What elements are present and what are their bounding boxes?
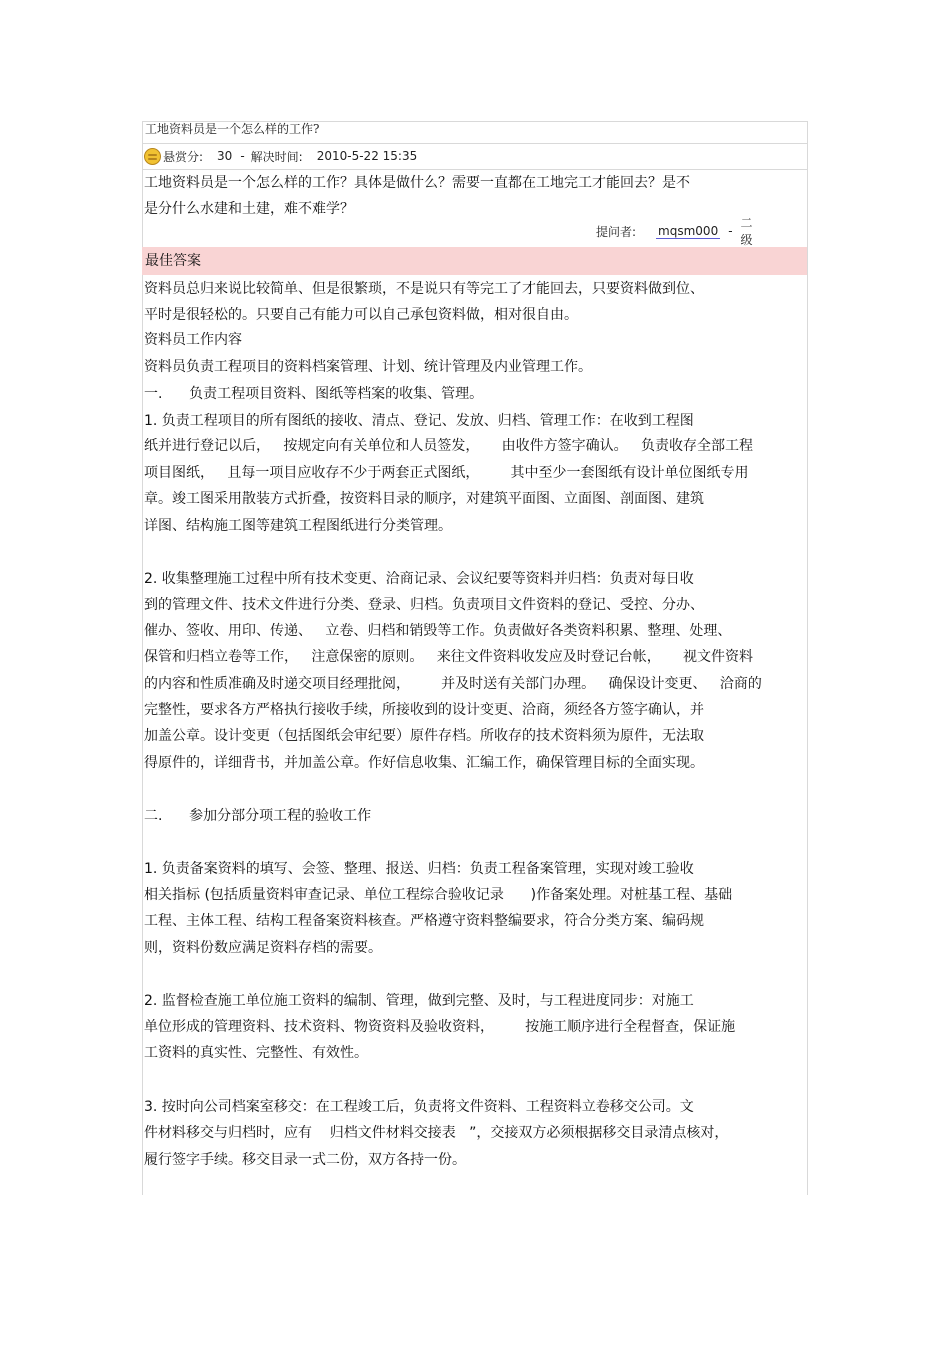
bounty-value: 30: [217, 149, 233, 163]
answer-line: 资料员工作内容: [144, 332, 242, 348]
answer-line: 章。竣工图采用散装方式折叠，按资料目录的顺序，对建筑平面图、立面图、剖面图、建筑: [144, 491, 704, 507]
meta-separator: -: [240, 149, 245, 163]
asker-label: 提问者:: [596, 224, 637, 239]
asker-level: 二 级: [737, 214, 805, 249]
question-line: 是分什么水建和土建，难不难学？: [144, 201, 354, 217]
answer-line: 项目图纸， 且每一项目应收存不少于两套正式图纸， 其中至少一套图纸有设计单位图纸专用: [144, 465, 749, 481]
question-body: [144, 170, 744, 222]
answer-line: 则，资料份数应满足资料存档的需要。: [144, 940, 382, 956]
answer-line: 履行签字手续。移交目录一式二份，双方各持一份。: [144, 1152, 466, 1168]
answer-line: 催办、签收、用印、传递、 立卷、归档和销毁等工作。负责做好各类资料积累、整理、处理、: [144, 623, 732, 639]
coin-icon: [144, 148, 161, 165]
time-label: 解决时间:: [250, 149, 303, 164]
answer-line: 到的管理文件、技术文件进行分类、登录、归档。负责项目文件资料的登记、受控、分办、: [144, 597, 704, 613]
best-answer-header: 最佳答案: [142, 247, 807, 275]
answer-line: 相关指标 (包括质量资料审查记录、单位工程综合验收记录 )作备案处理。对桩基工程、基础: [144, 887, 733, 903]
answer-line: 3. 按时向公司档案室移交：在工程竣工后，负责将文件资料、工程资料立卷移交公司。文: [144, 1099, 694, 1115]
answer-line: 纸并进行登记以后， 按规定向有关单位和人员签发， 由收件方签字确认。 负责收存全部工程: [144, 438, 753, 454]
question-title: 工地资料员是一个怎么样的工作?: [145, 122, 320, 136]
meta-row-divider: [142, 143, 807, 144]
answer-line: 工程、主体工程、结构工程备案资料核查。严格遵守资料整编要求，符合分类方案、编码规: [144, 913, 704, 929]
answer-line: 2. 监督检查施工单位施工资料的编制、管理，做到完整、及时，与工程进度同步：对施工: [144, 993, 694, 1009]
answer-line: 件材料移交与归档时，应有 归档文件材料交接表 ”，交接双方必须根据移交目录清点核对，: [144, 1125, 729, 1141]
answer-line: 一. 负责工程项目资料、图纸等档案的收集、管理。: [144, 386, 484, 402]
answer-line: 1. 负责工程项目的所有图纸的接收、清点、登记、发放、归档、管理工作：在收到工程图: [144, 413, 694, 429]
answer-line: 加盖公章。设计变更（包括图纸会审纪要）原件存档。所收存的技术资料须为原件，无法取: [144, 728, 704, 744]
answer-line: 得原件的，详细背书，并加盖公章。作好信息收集、汇编工作，确保管理目标的全面实现。: [144, 755, 704, 771]
answer-line: 1. 负责备案资料的填写、会签、整理、报送、归档：负责工程备案管理，实现对竣工验收: [144, 861, 694, 877]
answer-section-heading: 二. 参加分部分项工程的验收工作: [144, 808, 372, 824]
asker-info: [596, 215, 805, 247]
answer-line: 详图、结构施工图等建筑工程图纸进行分类管理。: [144, 518, 452, 534]
time-value: 2010-5-22 15:35: [316, 149, 418, 163]
question-meta: [144, 146, 417, 166]
bounty-label: 悬赏分:: [163, 149, 204, 164]
answer-line: 资料员负责工程项目的资料档案管理、计划、统计管理及内业管理工作。: [144, 359, 592, 375]
asker-name-link[interactable]: mqsm000: [658, 223, 719, 238]
answer-line: 资料员总归来说比较简单、但是很繁琐，不是说只有等完工了才能回去，只要资料做到位、: [144, 281, 704, 297]
answer-line: 保管和归档立卷等工作， 注意保密的原则。 来往文件资料收发应及时登记台帐， 视文件资料: [144, 649, 753, 665]
answer-line: 平时是很轻松的。只要自己有能力可以自己承包资料做，相对很自由。: [144, 307, 578, 323]
question-line: 工地资料员是一个怎么样的工作？具体是做什么？需要一直都在工地完工才能回去？是不: [144, 175, 690, 191]
answer-line: 完整性，要求各方严格执行接收手续，所接收到的设计变更、洽商，须经各方签字确认，并: [144, 702, 704, 718]
asker-separator: -: [728, 224, 733, 238]
answer-line: 工资料的真实性、完整性、有效性。: [144, 1045, 368, 1061]
answer-line: 单位形成的管理资料、技术资料、物资资料及验收资料， 按施工顺序进行全程督查，保证施: [144, 1019, 736, 1035]
answer-line: 的内容和性质准确及时递交项目经理批阅， 并及时送有关部门办理。 确保设计变更、 洽商的: [144, 676, 762, 692]
answer-line: 2. 收集整理施工过程中所有技术变更、洽商记录、会议纪要等资料并归档：负责对每日收: [144, 571, 694, 587]
